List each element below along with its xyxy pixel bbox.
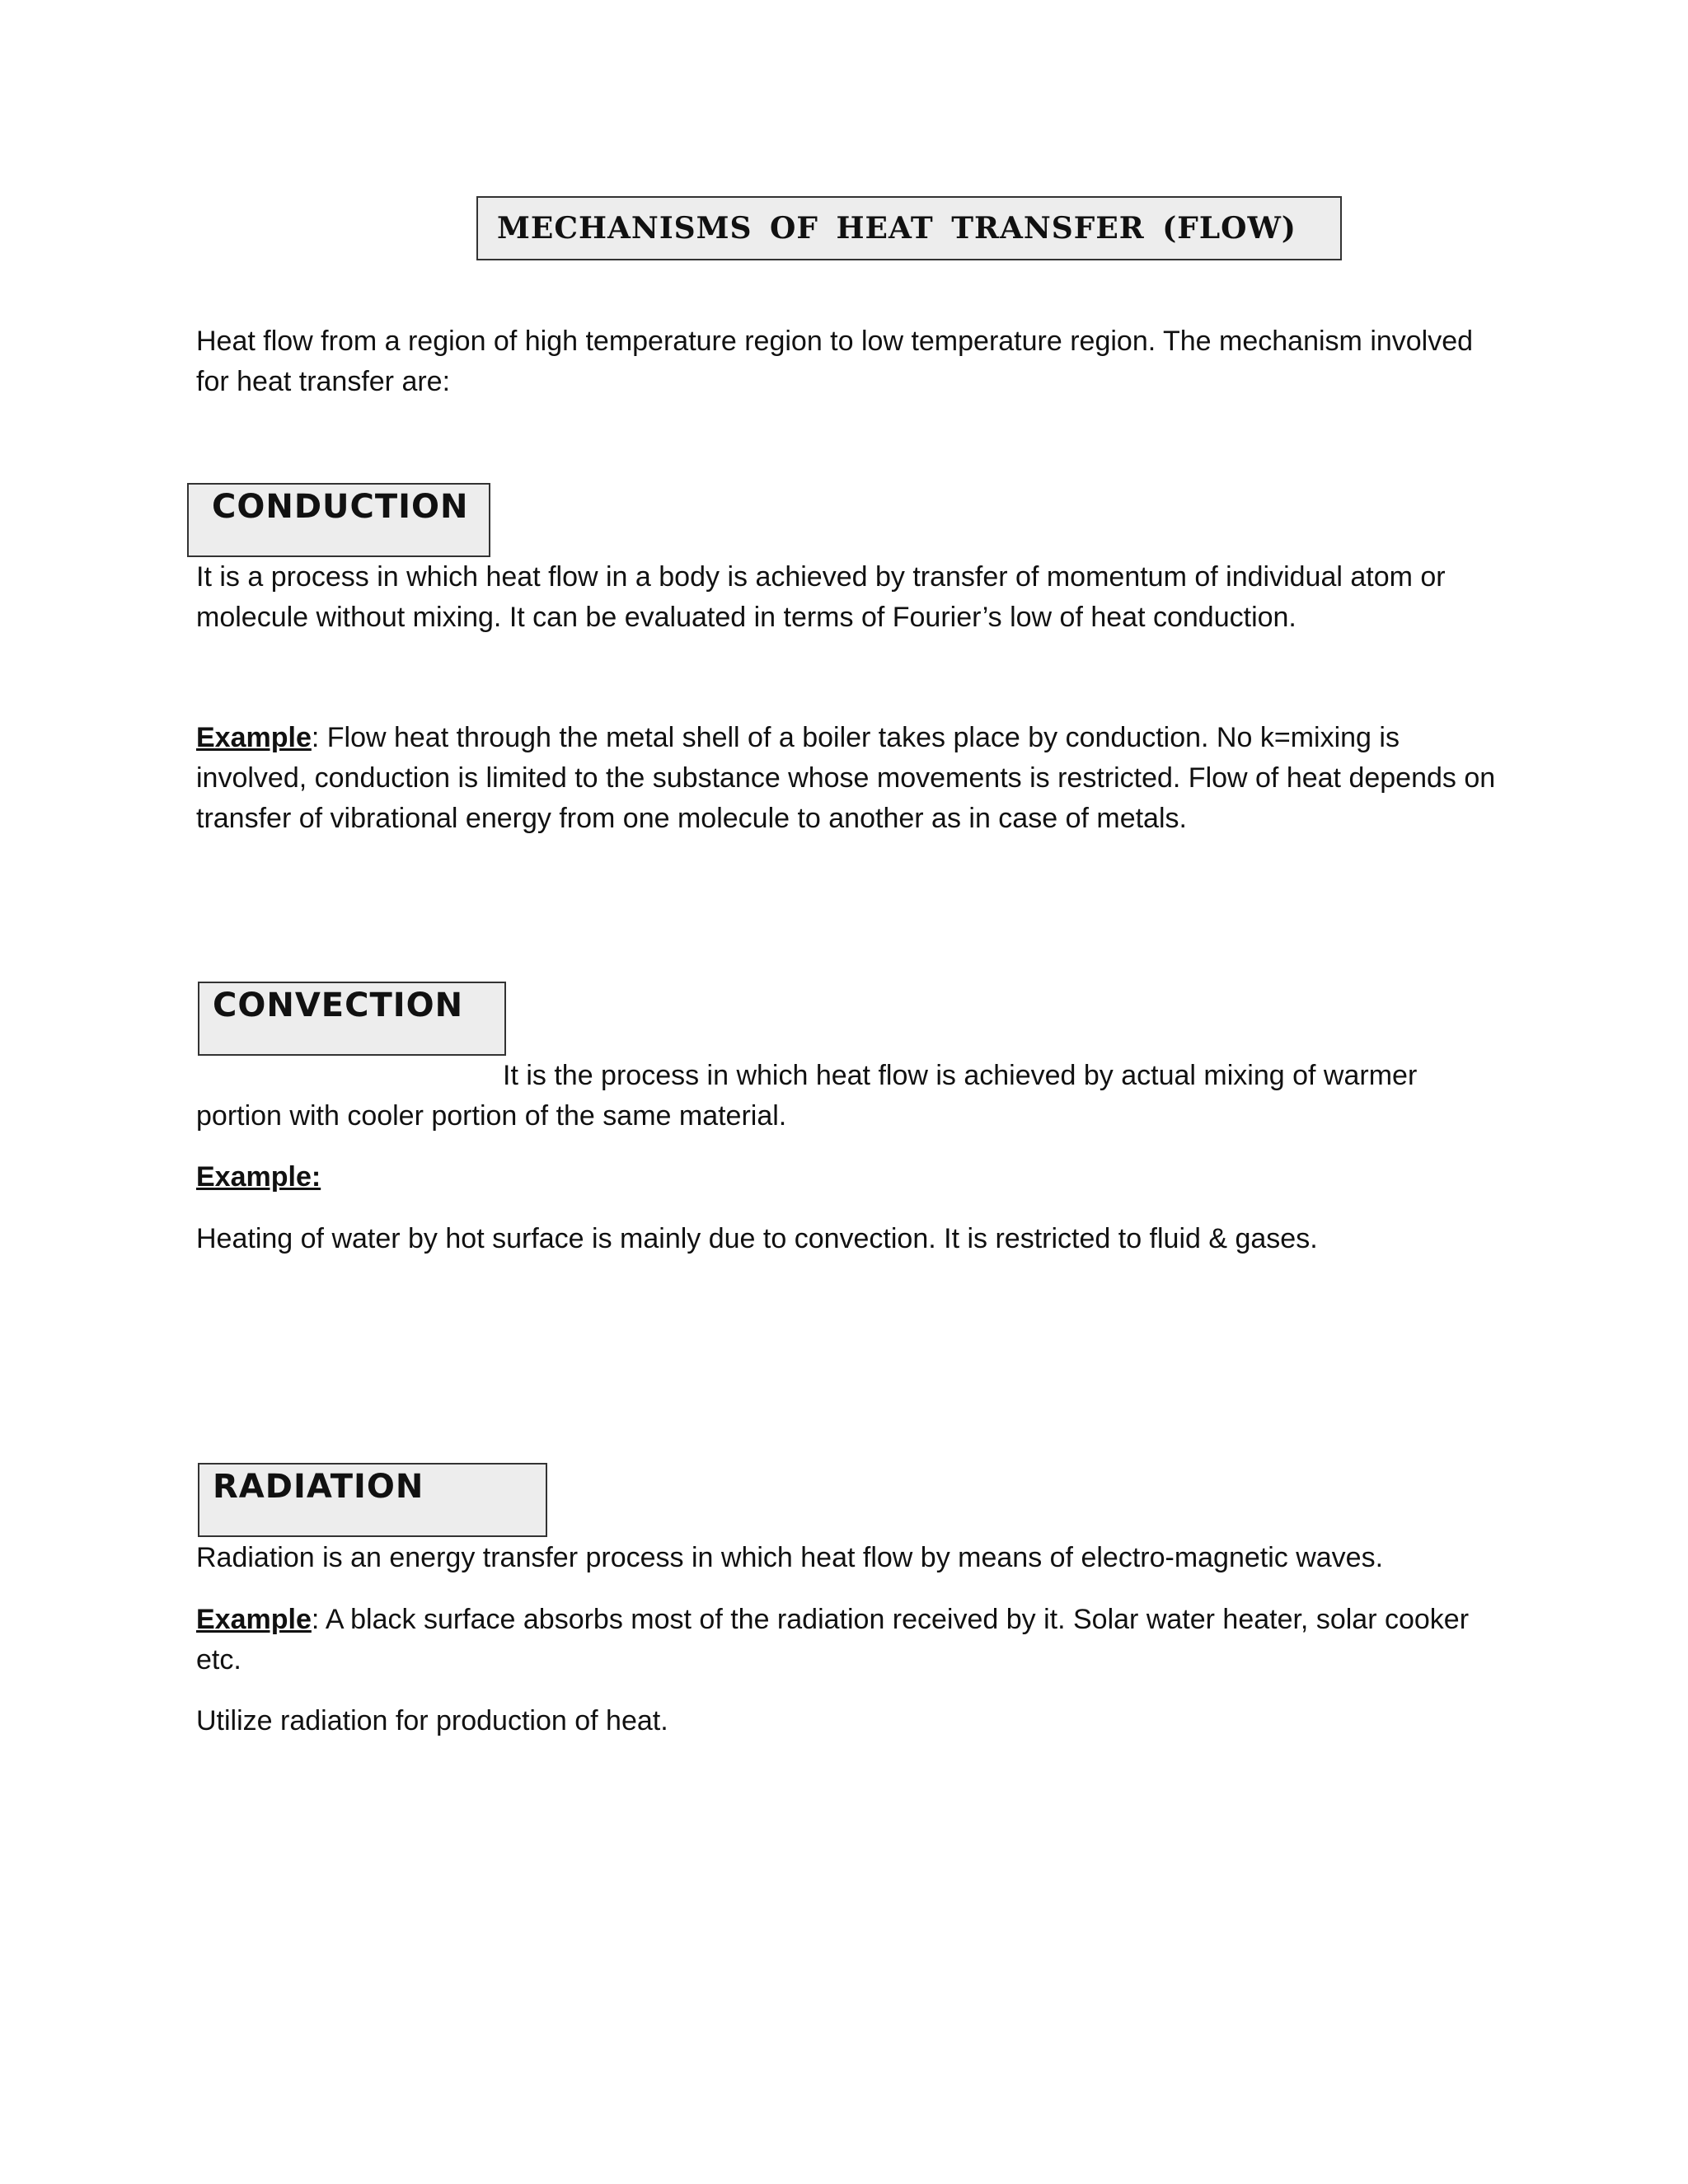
radiation-example xyxy=(196,1600,1498,1680)
conduction-example-label: Example xyxy=(196,722,312,753)
radiation-extra: Utilize radiation for production of heat. xyxy=(196,1705,668,1736)
page-title: MECHANISMS OF HEAT TRANSFER (FLOW) xyxy=(497,211,1296,246)
intro-paragraph: Heat flow from a region of high temperature region to low temperature region. The mechanism involved for heat transfer are: xyxy=(196,326,1474,397)
conduction-description: It is a process in which heat flow in a body is achieved by transfer of momentum of individual atom or molecule without mixing. It can be evaluated in terms of Fourier’s low of heat conduction. xyxy=(196,561,1446,633)
convection-description xyxy=(196,1056,1498,1137)
radiation-description: Radiation is an energy transfer process in which heat flow by means of electro-magnetic waves. xyxy=(196,1542,1384,1573)
convection-heading-box xyxy=(198,982,506,1056)
title-box xyxy=(476,196,1342,260)
conduction-example xyxy=(196,718,1498,839)
convection-example-heading xyxy=(196,1157,1498,1197)
radiation-example-label: Example xyxy=(196,1604,312,1635)
conduction-example-text: : Flow heat through the metal shell of a boiler takes place by conduction. No k=mixing is involved, conduction is limited to the substance whose movements is restricted. Flow of heat depends on transfer of vibrational energy from one molecule to another as in case of metals. xyxy=(196,722,1496,834)
conduction-heading-box xyxy=(187,483,490,557)
radiation-heading: RADIATION xyxy=(213,1468,424,1506)
conduction-heading: CONDUCTION xyxy=(212,488,469,526)
convection-heading: CONVECTION xyxy=(213,987,464,1024)
convection-example-text: Heating of water by hot surface is mainly due to convection. It is restricted to fluid & gases. xyxy=(196,1223,1318,1254)
convection-description-text: It is the process in which heat flow is achieved by actual mixing of warmer portion with cooler portion of the same material. xyxy=(196,1060,1418,1132)
radiation-example-text: : A black surface absorbs most of the radiation received by it. Solar water heater, solar cooker etc. xyxy=(196,1604,1470,1675)
radiation-heading-box xyxy=(198,1463,547,1537)
convection-example-label: Example: xyxy=(196,1161,321,1193)
